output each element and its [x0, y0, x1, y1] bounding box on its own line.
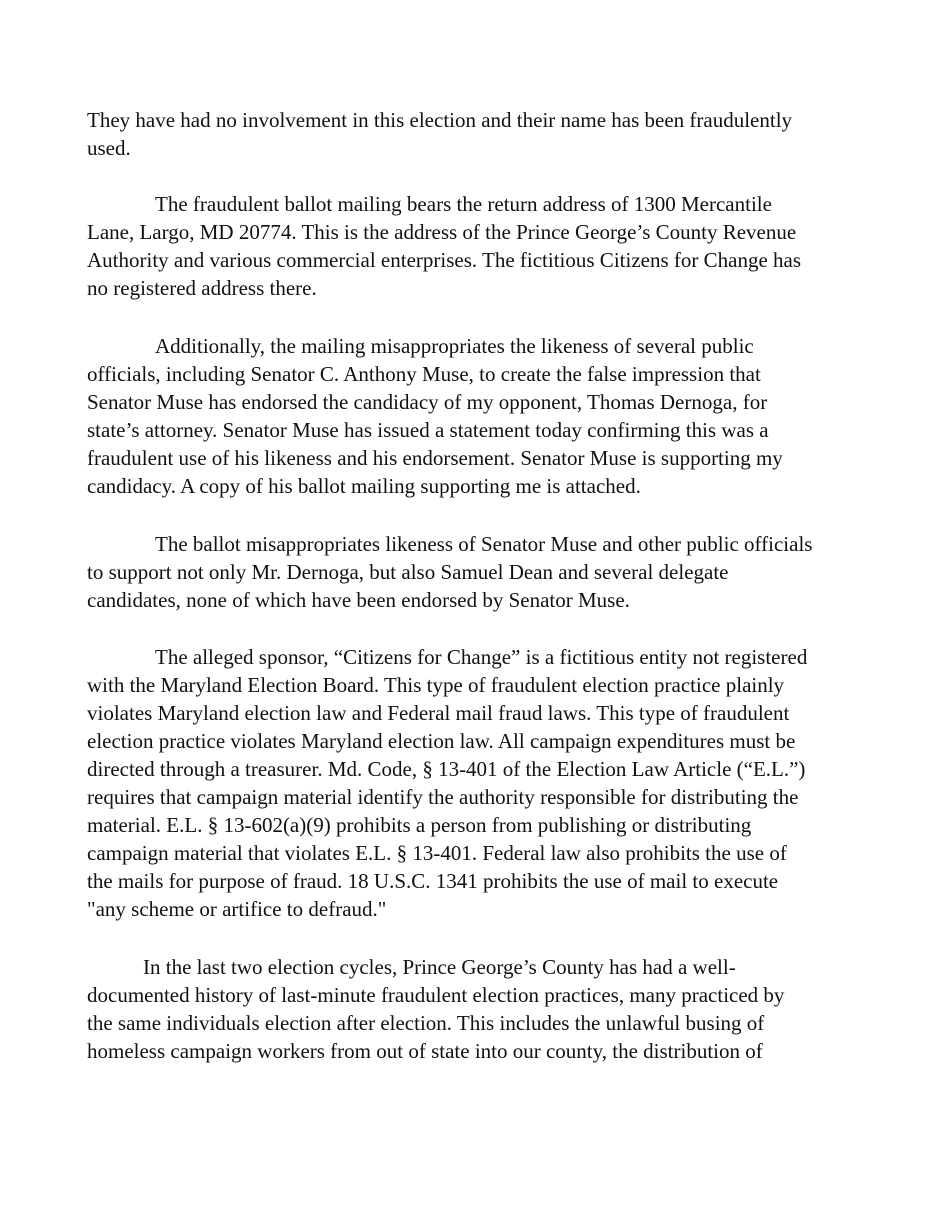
- paragraph-legal: [87, 643, 847, 923]
- text-line: to support not only Mr. Dernoga, but also Samuel Dean and several delegate: [87, 560, 729, 584]
- text-line: "any scheme or artifice to defraud.": [87, 897, 387, 921]
- text-line: In the last two election cycles, Prince George’s County has had a well-: [143, 955, 736, 979]
- text-line: election practice violates Maryland election law. All campaign expenditures must be: [87, 729, 796, 753]
- text-line: material. E.L. § 13-602(a)(9) prohibits a person from publishing or distributing: [87, 813, 752, 837]
- text-line: Senator Muse has endorsed the candidacy of my opponent, Thomas Dernoga, for: [87, 390, 768, 414]
- text-line: The fraudulent ballot mailing bears the return address of 1300 Mercantile: [155, 192, 772, 216]
- text-line: The ballot misappropriates likeness of Senator Muse and other public officials: [155, 532, 813, 556]
- text-line: state’s attorney. Senator Muse has issued a statement today confirming this was a: [87, 418, 769, 442]
- text-line: the same individuals election after election. This includes the unlawful busing of: [87, 1011, 765, 1035]
- text-line: The alleged sponsor, “Citizens for Change” is a fictitious entity not registered: [155, 645, 808, 669]
- text-line: used.: [87, 136, 131, 160]
- text-line: the mails for purpose of fraud. 18 U.S.C. 1341 prohibits the use of mail to execute: [87, 869, 779, 893]
- paragraph-return-address: [87, 190, 847, 302]
- text-line: requires that campaign material identify the authority responsible for distributing the: [87, 785, 799, 809]
- paragraph-likeness: [87, 332, 847, 500]
- paragraph-continuation: [87, 106, 847, 162]
- text-line: campaign material that violates E.L. § 13-401. Federal law also prohibits the use of: [87, 841, 787, 865]
- text-line: Additionally, the mailing misappropriates the likeness of several public: [155, 334, 754, 358]
- text-line: Authority and various commercial enterprises. The fictitious Citizens for Change has: [87, 248, 802, 272]
- text-line: no registered address there.: [87, 276, 317, 300]
- text-line: They have had no involvement in this election and their name has been fraudulently: [87, 108, 793, 132]
- text-line: candidates, none of which have been endorsed by Senator Muse.: [87, 588, 630, 612]
- text-line: officials, including Senator C. Anthony Muse, to create the false impression that: [87, 362, 761, 386]
- paragraph-ballot: [87, 530, 847, 614]
- text-line: candidacy. A copy of his ballot mailing supporting me is attached.: [87, 474, 641, 498]
- text-line: documented history of last-minute fraudulent election practices, many practiced by: [87, 983, 785, 1007]
- text-line: directed through a treasurer. Md. Code, § 13-401 of the Election Law Article (“E.L.”): [87, 757, 806, 781]
- text-line: Lane, Largo, MD 20774. This is the address of the Prince George’s County Revenue: [87, 220, 797, 244]
- text-line: violates Maryland election law and Federal mail fraud laws. This type of fraudulent: [87, 701, 790, 725]
- text-line: fraudulent use of his likeness and his endorsement. Senator Muse is supporting my: [87, 446, 783, 470]
- paragraph-history: [87, 953, 847, 1065]
- text-line: homeless campaign workers from out of state into our county, the distribution of: [87, 1039, 763, 1063]
- text-line: with the Maryland Election Board. This type of fraudulent election practice plainly: [87, 673, 785, 697]
